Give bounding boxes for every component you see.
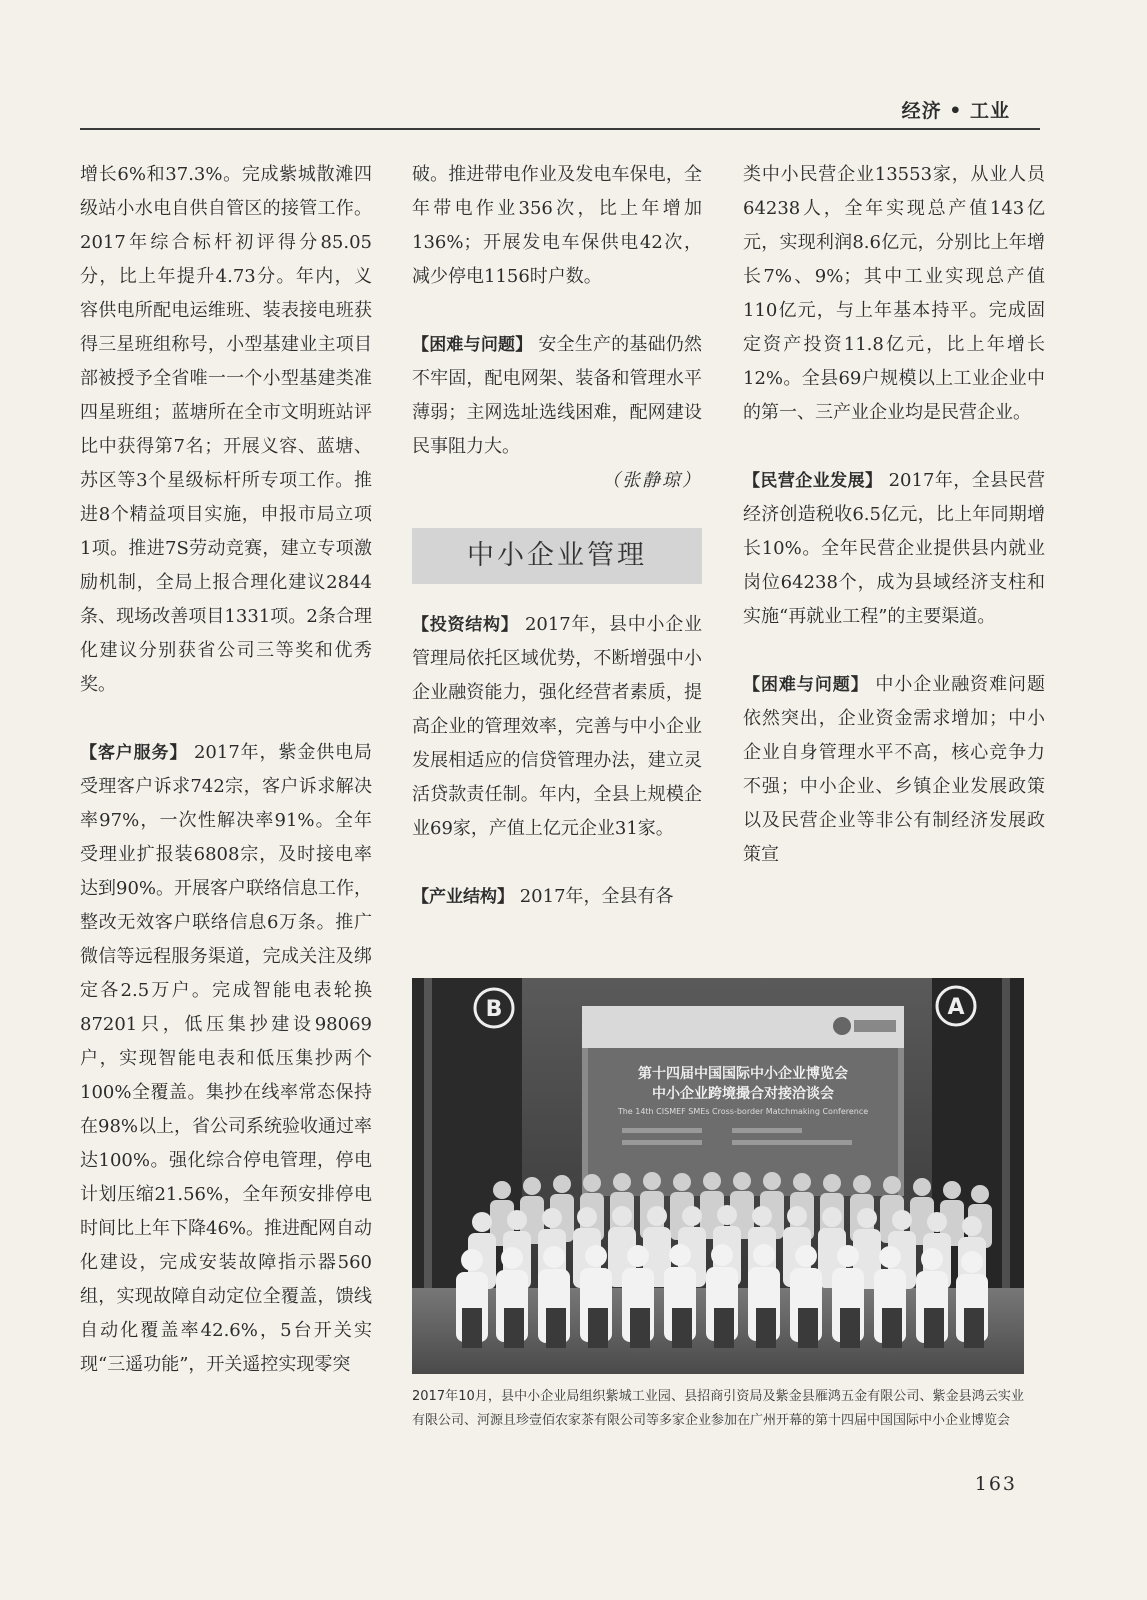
paragraph (80, 736, 372, 1382)
group-photo (412, 978, 1024, 1374)
paragraph-body: 2017年，县中小企业管理局依托区域优势，不断增强中小企业融资能力，强化经营者素质，提高企业的管理效率，完善与中小企业发展相适应的信贷管理办法，建立灵活贷款责任制。年内，全县上规模企业69家，产值上亿元企业31家。 (412, 614, 702, 839)
section-title: 中小企业管理 (467, 540, 647, 571)
paragraph-body: 安全生产的基础仍然不牢固，配电网架、装备和管理水平薄弱；主网选址选线困难，配网建设民事阻力大。 (412, 334, 703, 457)
marker-a-label: A (947, 995, 965, 1020)
bank-logo-icon (833, 1017, 851, 1035)
banner-title-line2: 中小企业跨境撮合对接洽谈会 (652, 1086, 834, 1102)
banner-title-line1: 第十四届中国国际中小企业博览会 (638, 1066, 848, 1082)
paragraph-body: 2017年，全县民营经济创造税收6.5亿元，比上年同期增长10%。全年民营企业提供县内就业岗位64238个，成为县域经济支柱和实施“再就业工程”的主要渠道。 (743, 470, 1045, 627)
paragraph (412, 880, 702, 914)
banner-title-english: The 14th CISMEF SMEs Cross-border Matchmaking Conference (617, 1107, 869, 1116)
event-backdrop (582, 1006, 904, 1196)
topic-label: 【民营企业发展】 (743, 471, 883, 491)
topic-label: 【投资结构】 (412, 615, 519, 635)
logo-text-block (854, 1020, 896, 1032)
topic-label: 【困难与问题】 (412, 335, 533, 355)
paragraph-body: 2017年，紫金供电局受理客户诉求742宗，客户诉求解决率97%，一次性解决率91%。全年受理业扩报装6808宗，及时接电率达到90%。开展客户联络信息工作，整改无效客户联络信息6万条。推广微信等远程服务渠道，完成关注及绑定各2.5万户。完成智能电表轮换87201只，低压集抄建设98069户，实现智能电表和低压集抄两个100%全覆盖。集抄在线率常态保持在98%以上，省公司系统验收通过率达100%。强化综合停电管理，停电计划压缩21.56%，全年预安排停电时间比上年下降46%。推进配网自动化建设，完成安装故障指示器560组，实现故障自动定位全覆盖，馈线自动化覆盖率42.6%，5台开关实现“三遥功能”，开关遥控实现零突 (80, 742, 373, 1375)
section-heading-box (412, 528, 702, 584)
paragraph: 增长6%和37.3%。完成紫城散滩四级站小水电自供自管区的接管工作。2017年综合标杆初评得分85.05分，比上年提升4.73分。年内，义容供电所配电运维班、装表接电班获得三星班组称号，小型基建业主项目部被授予全省唯一一个小型基建类准四星班组；蓝塘所在全市文明班站评比中获得第7名；开展义容、蓝塘、苏区等3个星级标杆所专项工作。推进8个精益项目实施，申报市局立项1项。推进7S劳动竞赛，建立专项激励机制，全局上报合理化建议2844条、现场改善项目1331项。2条合理化建议分别获省公司三等奖和优秀奖。 (80, 164, 372, 695)
photo-caption: 2017年10月，县中小企业局组织紫城工业园、县招商引资局及紫金县雁鸿五金有限公司、紫金县鸿云实业有限公司、河源且珍壹佰农家茶有限公司等多家企业参加在广州开幕的第十四届中国国际中小企业博览会 (412, 1389, 1024, 1428)
paragraph (743, 668, 1045, 872)
column-1 (80, 158, 372, 1382)
marker-b-label: B (485, 997, 503, 1022)
paragraph: 类中小民营企业13553家，从业人员64238人，全年实现总产值143亿元，实现利润8.6亿元，分别比上年增长7%、9%；其中工业实现总产值110亿元，与上年基本持平。完成固定资产投资11.8亿元，比上年增长12%。全县69户规模以上工业企业中的第一、三产业企业均是民营企业。 (743, 164, 1045, 423)
author-credit: （张静琼） (602, 470, 702, 491)
paragraph (412, 328, 702, 464)
paragraph-body: 2017年，全县有各 (519, 886, 674, 907)
page-number: 163 (974, 1473, 1017, 1495)
topic-label: 【产业结构】 (412, 887, 514, 907)
paragraph: 破。推进带电作业及发电车保电，全年带电作业356次，比上年增加136%；开展发电车保供电42次，减少停电1156时户数。 (412, 164, 702, 287)
running-header (80, 96, 1040, 130)
section-label: 经济 • 工业 (901, 100, 1010, 122)
paragraph (743, 464, 1045, 634)
topic-label: 【困难与问题】 (743, 675, 869, 695)
paragraph (412, 608, 702, 846)
topic-label: 【客户服务】 (80, 743, 188, 763)
column-3 (743, 158, 1045, 872)
column-2 (412, 158, 702, 914)
paragraph-body: 中小企业融资难问题依然突出，企业资金需求增加；中小企业自身管理水平不高，核心竞争力不强；中小企业、乡镇企业发展政策以及民营企业等非公有制经济发展政策宣 (743, 674, 1046, 865)
